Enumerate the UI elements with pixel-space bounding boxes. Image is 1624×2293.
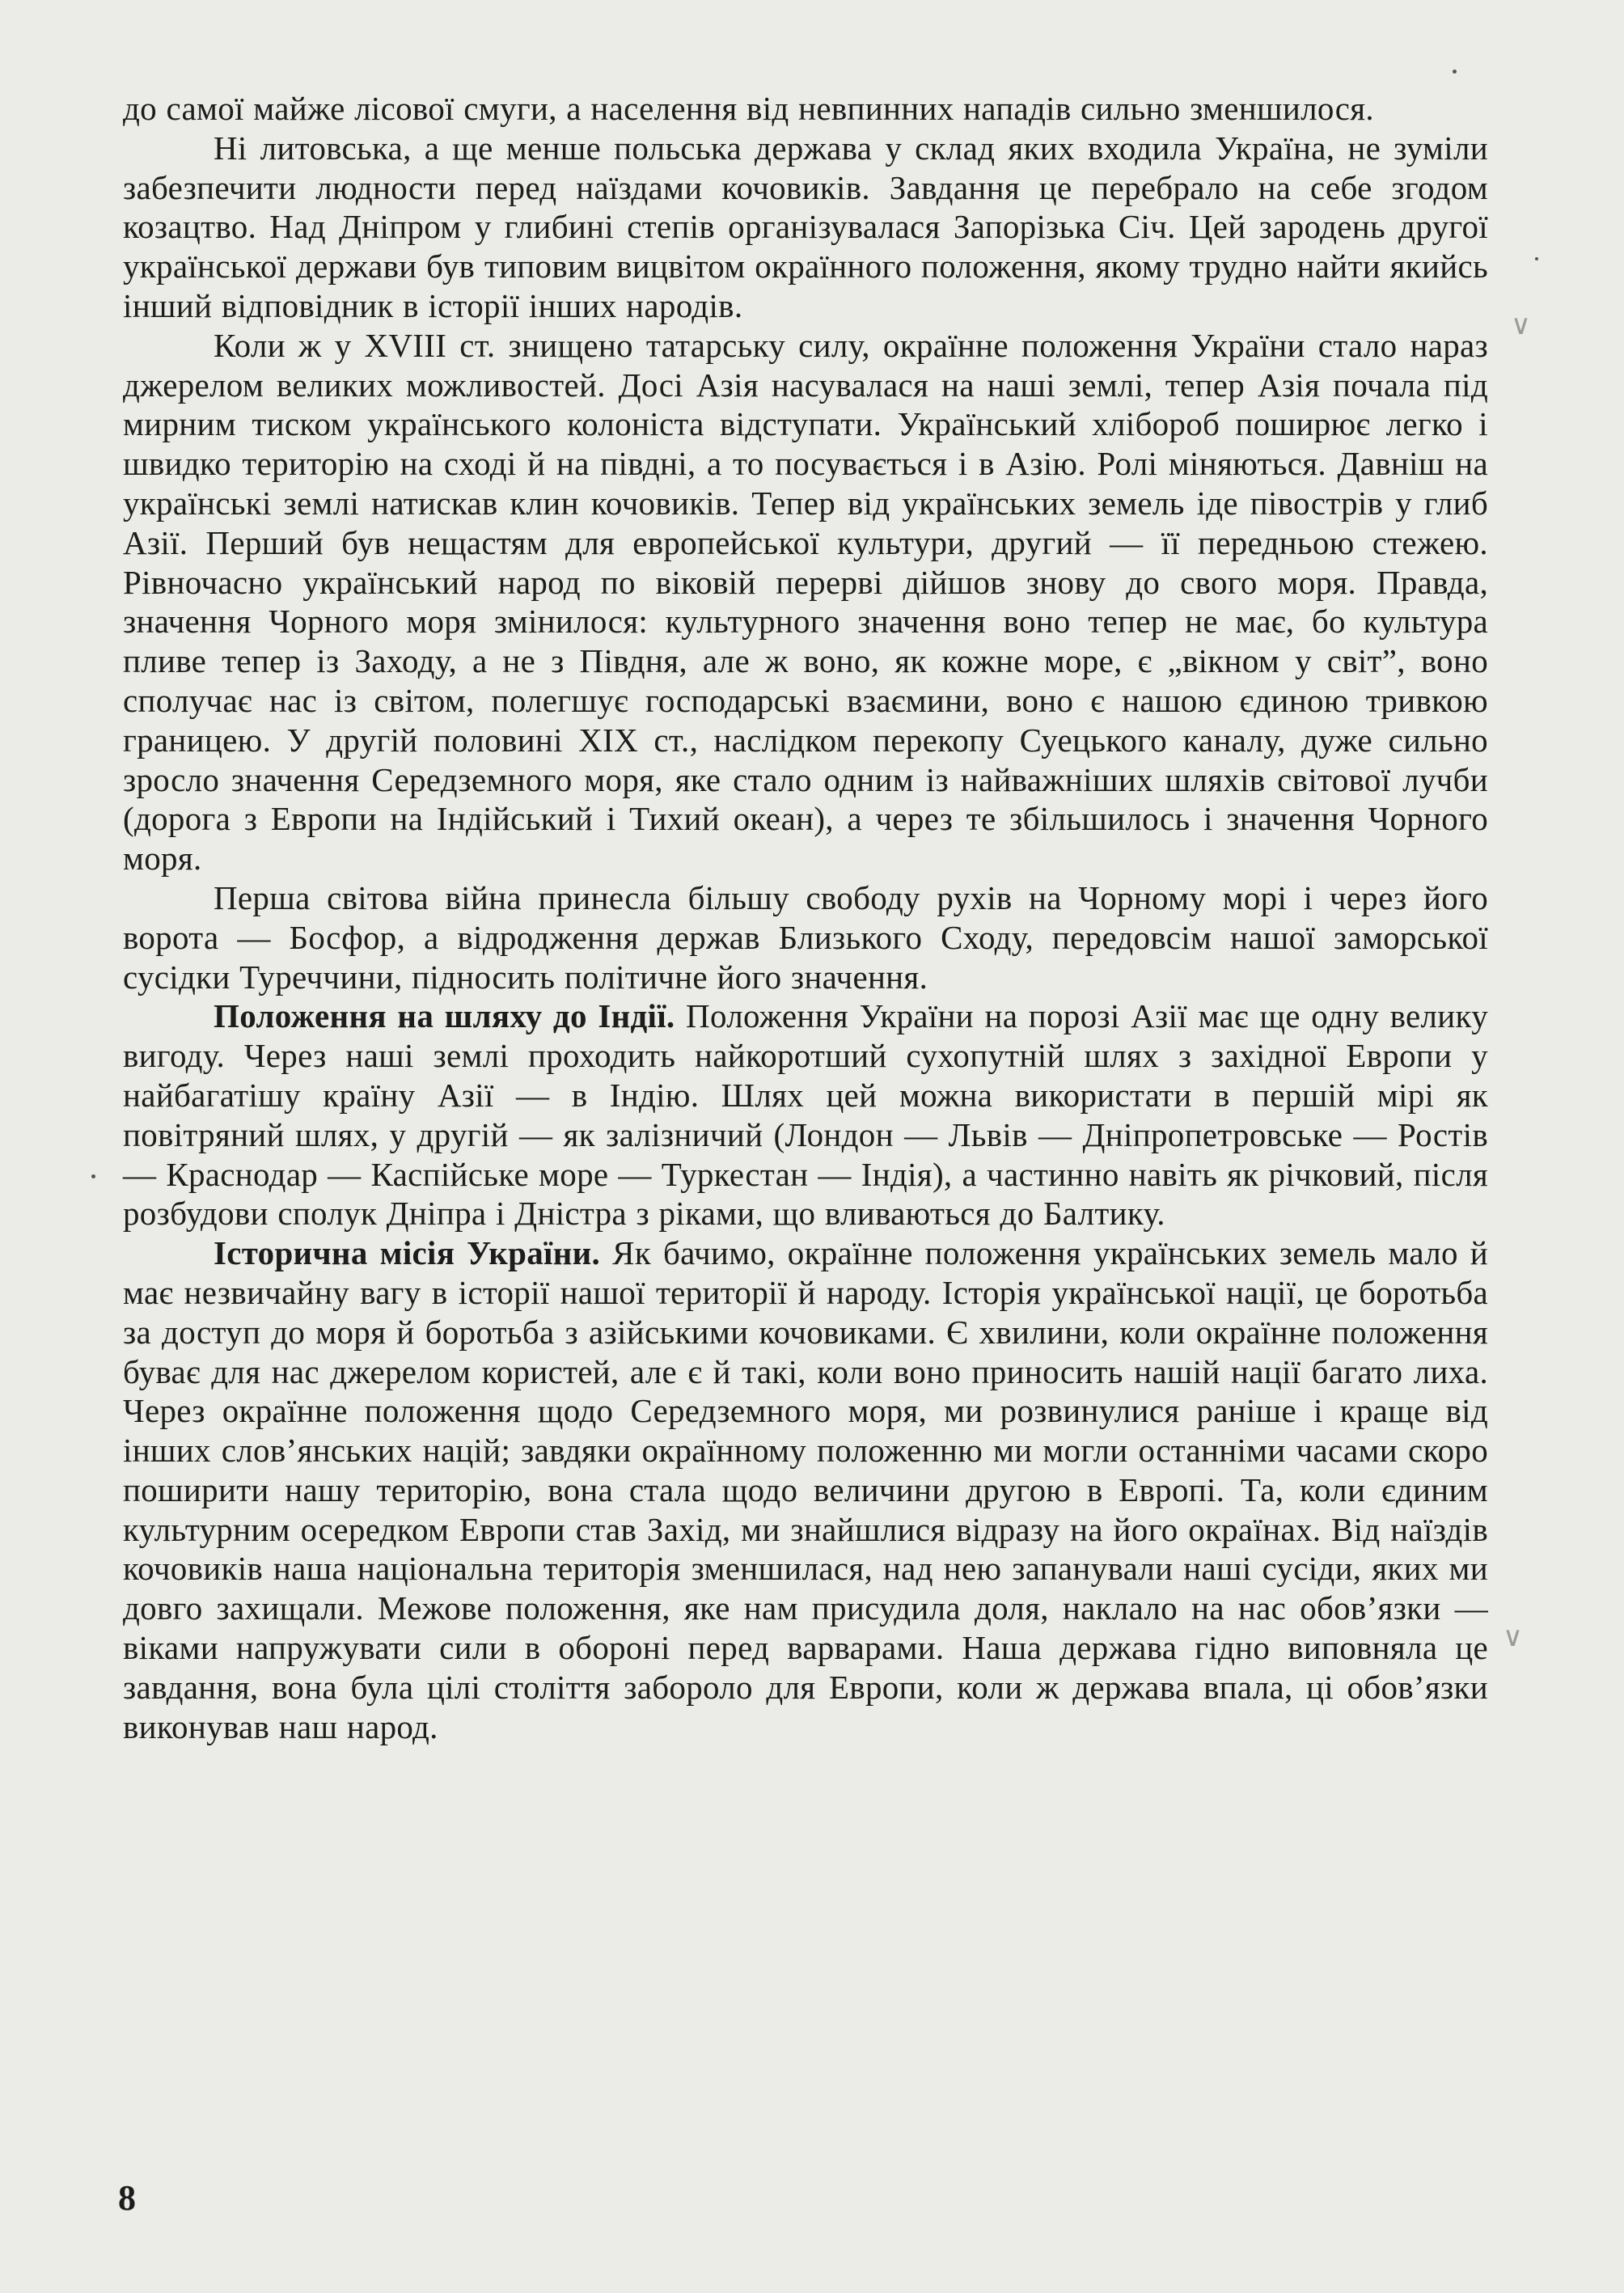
paragraph-1 [123, 89, 1488, 129]
paragraph-4 [123, 878, 1488, 996]
print-speck [1453, 70, 1457, 74]
body-text [123, 89, 1488, 1746]
print-speck [91, 1174, 95, 1178]
margin-check-mark: ∨ [1503, 1621, 1523, 1653]
paragraph-2-text: Ні литовська, а ще менше польська держава у склад яких входила Україна, не зуміли забезпечити людности перед наїздами кочовиків. Завдання це перебрало на себе згодом козацтво. Над Дніпром у глибині степів організувалася Запорізька Січ. Цей зародень другої української держави був типовим вицвітом окраїнного положення, якому трудно найти якийсь інший відповідник в історії інших народів. [123, 129, 1488, 324]
paragraph-6 [123, 1233, 1488, 1746]
paragraph-5-text: Положення України на порозі Азії має ще одну велику вигоду. Через наші землі проходить найкоротший сухопутній шлях з західної Европи у найбагатішу країну Азії — в Індію. Шлях цей можна використати в першій мірі як повітряний шлях, у другій — як залізничий (Лондон — Львів — Дніпропетровське — Ростів — Краснодар — Каспійське море — Туркестан — Індія), а частинно навіть як річковий, після розбудови сполук Дніпра і Дністра з ріками, що вливаються до Балтику. [123, 997, 1488, 1233]
margin-check-mark: ∨ [1511, 309, 1531, 341]
section-heading-historical-mission: Історична місія України. [214, 1234, 601, 1272]
paragraph-2 [123, 129, 1488, 326]
paragraph-1-text: до самої майже лісової смуги, а населення від невпинних нападів сильно зменшилося. [123, 90, 1374, 127]
paragraph-3 [123, 326, 1488, 878]
paragraph-6-text: Як бачимо, окраїнне положення українських земель мало й має незвичайну вагу в історії нашої території й народу. Історія української нації, це боротьба за доступ до моря й боротьба з азійськими кочовиками. Є хвилини, коли окраїнне положення буває для нас джерелом користей, але є й такі, коли воно приносить нашій нації багато лиха. Через окраїнне положення щодо Середземного моря, ми розвинулися раніше і краще від інших слов’янських націй; завдяки окраїнному положенню ми могли останніми часами скоро поширити нашу територію, вона стала щодо величини другою в Европі. Та, коли єдиним культурним осередком Европи став Захід, ми знайшлися відразу на його окраїнах. Від наїздів кочовиків наша національна територія зменшилася, над нею запанували наші сусіди, яких ми довго захищали. Межове положення, яке нам присудила доля, наклало на нас обов’язки — віками напружувати сили в обороні перед варварами. Наша держава гідно виповняла це завдання, вона була цілі століття забороло для Европи, коли ж держава впала, ці обов’язки виконував наш народ. [123, 1234, 1488, 1745]
print-speck [1535, 257, 1538, 260]
section-heading-india-route: Положення на шляху до Індії. [214, 997, 675, 1035]
paragraph-5 [123, 996, 1488, 1233]
page-number: 8 [118, 2178, 136, 2218]
paragraph-3-text: Коли ж у XVIII ст. знищено татарську силу, окраїнне положення України стало нараз джерелом великих можливостей. Досі Азія насувалася на наші землі, тепер Азія почала під мирним тиском українського колоніста відступати. Український хлібороб поширює легко і швидко територію на сході й на півдні, а то посувається і в Азію. Ролі міняються. Давніш на українські землі натискав клин кочовиків. Тепер від українських земель іде півострів у глиб Азії. Перший був нещастям для европейської культури, другий — її передньою стежею. Рівночасно український народ по віковій перерві дійшов знову до свого моря. Правда, значення Чорного моря змінилося: культурного значення воно тепер не має, бо культура пливе тепер із Заходу, а не з Півдня, але ж воно, як кожне море, є „вікном у світ”, воно сполучає нас із світом, полегшує господарські взаємини, воно є нашою єдиною тривкою границею. У другій половині XIX ст., наслідком перекопу Суецького каналу, дуже сильно зросло значення Середземного моря, яке стало одним із найважніших шляхів світової лучби (дорога з Европи на Індійський і Тихий океан), а через те збільшилось і значення Чорного моря. [123, 326, 1488, 878]
paragraph-4-text: Перша світова війна принесла більшу свободу рухів на Чорному морі і через його ворота — Босфор, а відродження держав Близького Сходу, передовсім нашої заморської сусідки Туреччини, підносить політичне його значення. [123, 878, 1488, 996]
